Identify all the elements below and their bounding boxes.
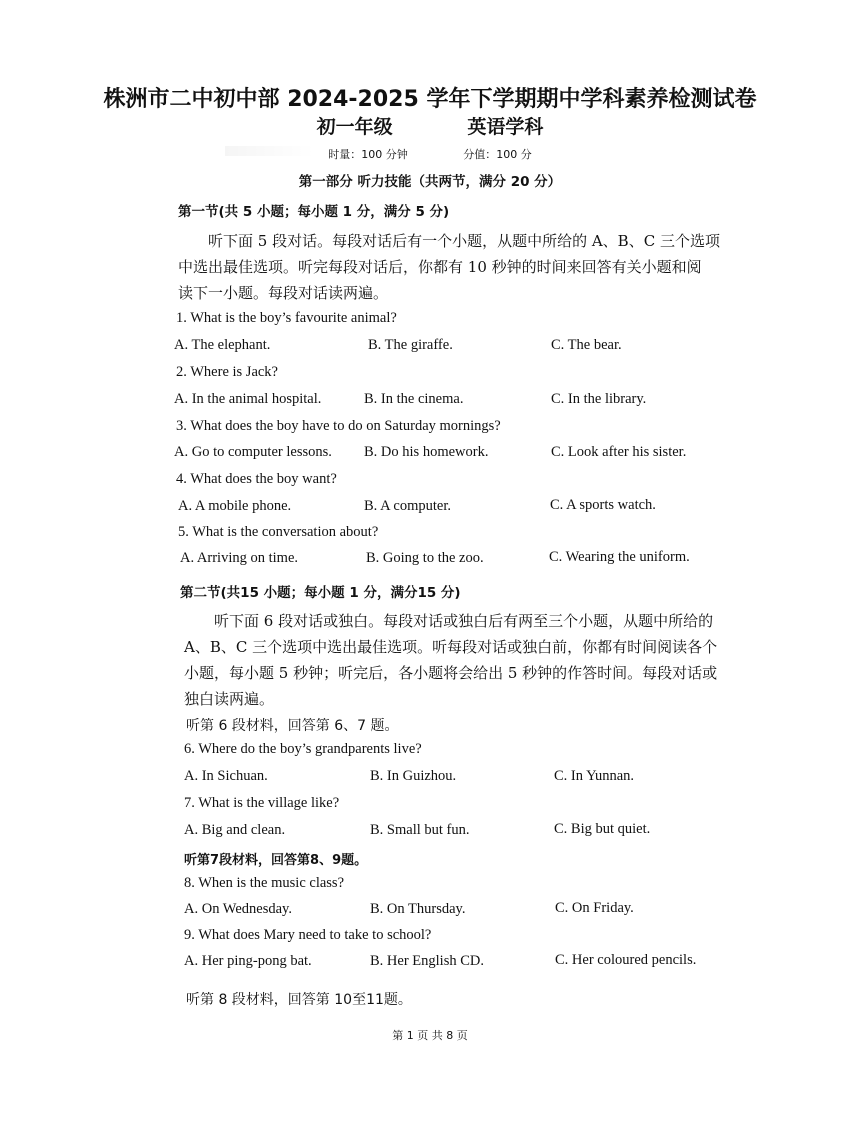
option-7a: A. Big and clean. [184, 822, 286, 838]
subject-label: 英语学科 [467, 116, 544, 138]
option-6b: B. In Guizhou. [370, 768, 457, 784]
option-1b: B. The giraffe. [368, 337, 453, 353]
question-5: 5. What is the conversation about? [178, 524, 379, 540]
option-4c: C. A sports watch. [550, 497, 656, 513]
instruction-line: A、B、C 三个选项中选出最佳选项。听每段对话或独白前，你都有时间阅读各个 [184, 638, 718, 656]
option-9b: B. Her English CD. [370, 953, 484, 969]
section1-instructions [178, 228, 728, 306]
option-4a: A. A mobile phone. [178, 498, 292, 514]
option-7c: C. Big but quiet. [554, 821, 651, 837]
option-8a: A. On Wednesday. [184, 901, 292, 917]
instruction-line: 读下一小题。每段对话读两遍。 [178, 284, 389, 302]
option-9a: A. Her ping-pong bat. [184, 953, 312, 969]
question-2: 2. Where is Jack? [176, 364, 278, 380]
question-1: 1. What is the boy’s favourite animal? [176, 310, 397, 326]
section2-instructions [184, 608, 729, 712]
option-2a: A. In the animal hospital. [174, 391, 322, 407]
question-9: 9. What does Mary need to take to school? [184, 927, 432, 943]
listening-note-6: 听第 6 段材料，回答第 6、7 题。 [186, 718, 399, 734]
section2-heading: 第二节(共15 小题；每小题 1 分，满分15 分) [180, 585, 461, 601]
total-score: 分值：100 分 [463, 148, 532, 161]
instruction-line: 听下面 5 段对话。每段对话后有一个小题，从题中所给的 A、B、C 三个选项 [208, 232, 720, 250]
option-3b: B. Do his homework. [364, 444, 489, 460]
option-1a: A. The elephant. [174, 337, 271, 353]
option-3a: A. Go to computer lessons. [174, 444, 332, 460]
option-4b: B. A computer. [364, 498, 451, 514]
exam-subtitle [0, 112, 860, 139]
option-2c: C. In the library. [551, 391, 647, 407]
option-6a: A. In Sichuan. [184, 768, 268, 784]
option-5a: A. Arriving on time. [180, 550, 299, 566]
time-limit: 时量：100 分钟 [328, 148, 408, 161]
instruction-line: 独白读两遍。 [184, 690, 275, 708]
instruction-line: 听下面 6 段对话或独白。每段对话或独白后有两至三个小题，从题中所给的 [214, 612, 714, 630]
question-6: 6. Where do the boy’s grandparents live? [184, 741, 422, 757]
page-number: 第 1 页 共 8 页 [392, 1029, 468, 1042]
listening-note-7: 听第7段材料，回答第8、9题。 [184, 853, 368, 868]
option-2b: B. In the cinema. [364, 391, 464, 407]
question-3: 3. What does the boy have to do on Saturday mornings? [176, 418, 501, 434]
question-8: 8. When is the music class? [184, 875, 345, 891]
instruction-line: 中选出最佳选项。听完每段对话后，你都有 10 秒钟的时间来回答有关小题和阅 [178, 258, 702, 276]
listening-note-8: 听第 8 段材料，回答第 10至11题。 [186, 992, 412, 1008]
section1-heading: 第一节(共 5 小题；每小题 1 分，满分 5 分) [178, 204, 450, 220]
option-5c: C. Wearing the uniform. [549, 549, 690, 565]
exam-meta [0, 146, 860, 162]
option-8b: B. On Thursday. [370, 901, 466, 917]
grade-label: 初一年级 [316, 116, 393, 138]
option-5b: B. Going to the zoo. [366, 550, 484, 566]
option-3c: C. Look after his sister. [551, 444, 687, 460]
option-1c: C. The bear. [551, 337, 622, 353]
option-8c: C. On Friday. [555, 900, 634, 916]
instruction-line: 小题，每小题 5 秒钟；听完后，各小题将会给出 5 秒钟的作答时间。每段对话或 [184, 664, 718, 682]
part1-heading: 第一部分 听力技能（共两节，满分 20 分） [298, 174, 562, 190]
option-9c: C. Her coloured pencils. [555, 952, 697, 968]
exam-title: 株洲市二中初中部 2024-2025 学年下学期期中学科素养检测试卷 [103, 87, 757, 112]
question-4: 4. What does the boy want? [176, 471, 337, 487]
question-7: 7. What is the village like? [184, 795, 340, 811]
option-6c: C. In Yunnan. [554, 768, 635, 784]
option-7b: B. Small but fun. [370, 822, 470, 838]
